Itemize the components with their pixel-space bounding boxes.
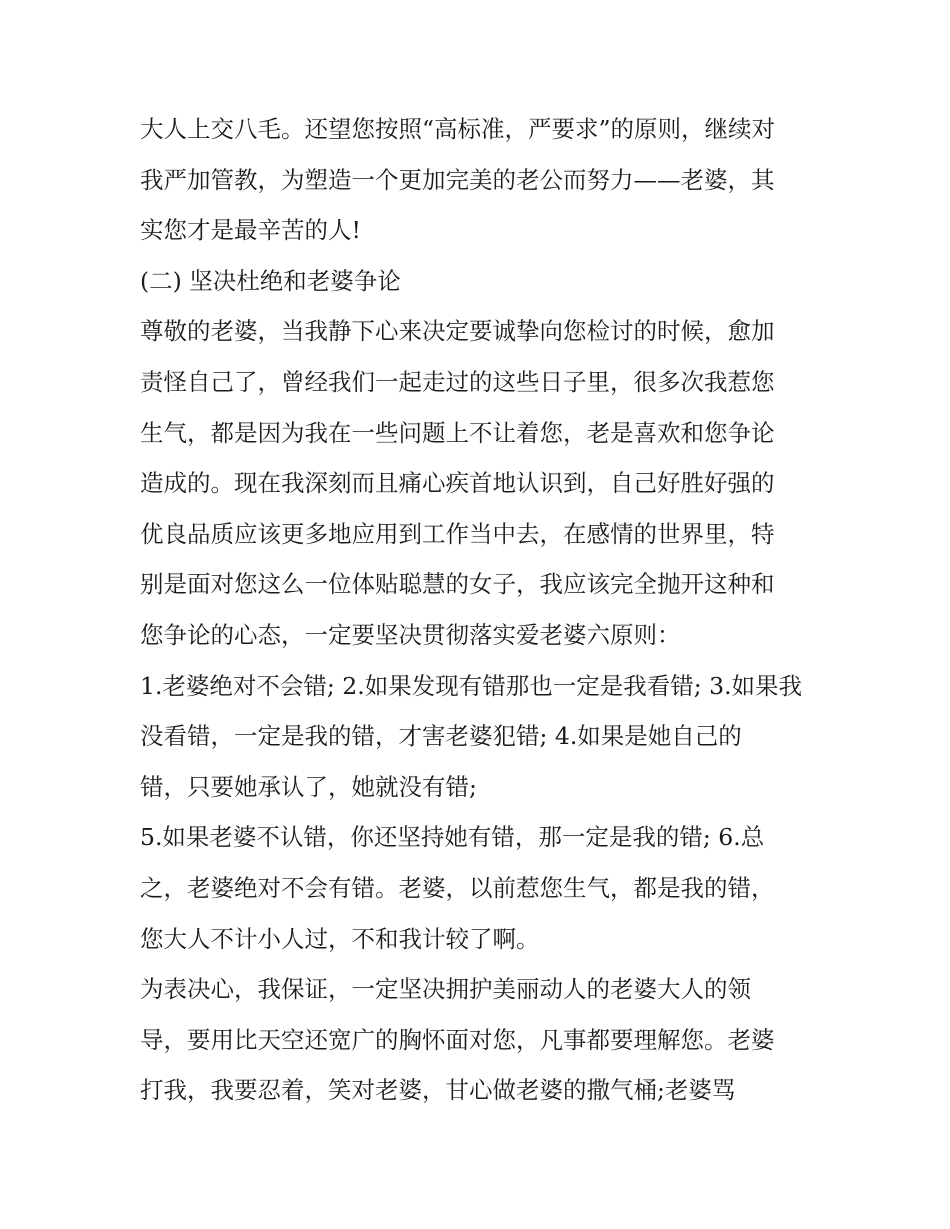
text-line: 生气，都是因为我在一些问题上不让着您，老是喜欢和您争论 — [140, 418, 775, 447]
text-line: 责怪自己了，曾经我们一起走过的这些日子里，很多次我惹您 — [140, 367, 775, 396]
document-body — [140, 104, 830, 1116]
text-line: 我严加管教，为塑造一个更加完美的老公而努力——老婆，其 — [140, 165, 775, 194]
text-line: 尊敬的老婆，当我静下心来决定要诚挚向您检讨的时候，愈加 — [140, 317, 775, 346]
text-line: 别是面对您这么一位体贴聪慧的女子，我应该完全抛开这种和 — [140, 570, 775, 599]
section-heading: (二) 坚决杜绝和老婆争论 — [140, 266, 401, 295]
text-line: 造成的。现在我深刻而且痛心疾首地认识到，自己好胜好强的 — [140, 469, 775, 498]
text-line: 大人上交八毛。还望您按照“高标准，严要求”的原则，继续对 — [140, 115, 776, 143]
text-line: 为表决心，我保证，一定坚决拥护美丽动人的老婆大人的领 — [140, 975, 751, 1004]
text-line: 导，要用比天空还宽广的胸怀面对您，凡事都要理解您。老婆 — [140, 1025, 775, 1054]
text-line: 没看错，一定是我的错，才害老婆犯错; 4.如果是她自己的 — [140, 722, 742, 751]
text-line: 打我，我要忍着，笑对老婆，甘心做老婆的撒气桶;老婆骂 — [140, 1076, 736, 1105]
text-line: 您大人不计小人过，不和我计较了啊。 — [140, 924, 540, 953]
text-line: 之，老婆绝对不会有错。老婆，以前惹您生气，都是我的错， — [140, 873, 775, 902]
text-line: 错，只要她承认了，她就没有错; — [140, 772, 477, 801]
text-line: 实您才是最辛苦的人! — [140, 216, 361, 245]
text-line: 您争论的心态，一定要坚决贯彻落实爱老婆六原则： — [140, 620, 681, 649]
text-line: 优良品质应该更多地应用到工作当中去，在感情的世界里，特 — [140, 519, 775, 548]
text-line: 5.如果老婆不认错，你还坚持她有错，那一定是我的错; 6.总 — [140, 823, 765, 852]
text-line: 1.老婆绝对不会错; 2.如果发现有错那也一定是我看错; 3.如果我 — [140, 671, 803, 700]
